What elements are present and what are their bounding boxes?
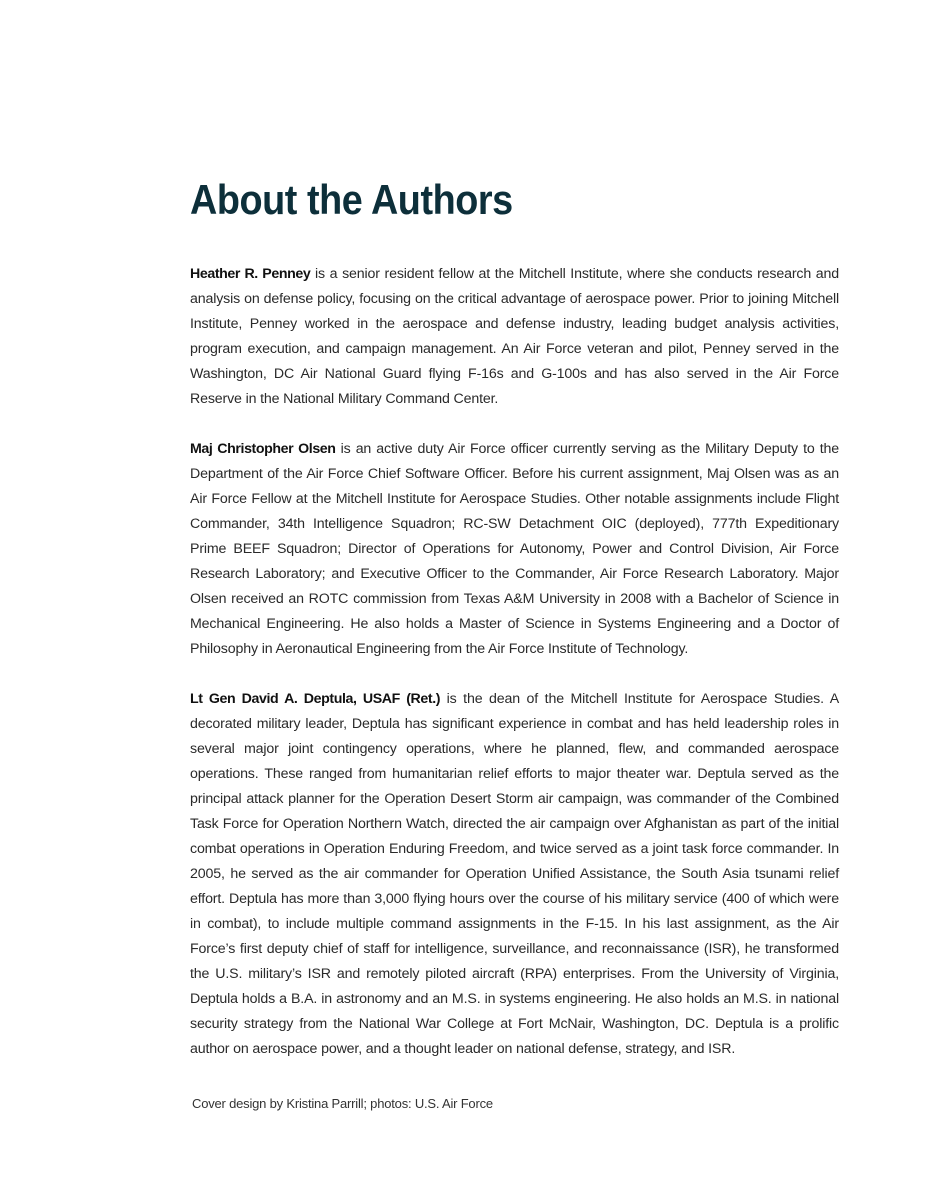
author-bio-text: is an active duty Air Force officer currently serving as the Military Deputy to the Department of the Air Force Chief Software Officer. Before his current assignment, Maj Olsen was as an Air Force Fellow at the Mitchell Institute for Aerospace Studies. Other notable assignments include Flight Commander, 34th Intelligence Squadron; RC-SW Detachment OIC (deployed), 777th Expeditionary Prime BEEF Squadron; Director of Operations for Autonomy, Power and Control Division, Air Force Research Laboratory; and Executive Officer to the Commander, Air Force Research Laboratory. Major Olsen received an ROTC commission from Texas A&M University in 2008 with a Bachelor of Science in Mechanical Engineering. He also holds a Master of Science in Systems Engineering and a Doctor of Philosophy in Aeronautical Engineering from the Air Force Institute of Technology. <box>190 441 839 657</box>
author-bio-penney <box>190 262 839 412</box>
author-bio-text: is a senior resident fellow at the Mitchell Institute, where she conducts research and analysis on defense policy, focusing on the critical advantage of aerospace power. Prior to joining Mitchell Institute, Penney worked in the aerospace and defense industry, leading budget analysis activities, program execution, and campaign management. An Air Force veteran and pilot, Penney served in the Washington, DC Air National Guard flying F-16s and G-100s and has also served in the Air Force Reserve in the National Military Command Center. <box>190 266 839 407</box>
author-name: Maj Christopher Olsen <box>190 441 336 457</box>
author-bio-deptula <box>190 687 839 1062</box>
author-name: Lt Gen David A. Deptula, USAF (Ret.) <box>190 691 441 707</box>
page-title: About the Authors <box>190 176 513 223</box>
cover-credit: Cover design by Kristina Parrill; photos: U.S. Air Force <box>192 1096 493 1111</box>
author-bio-text: is the dean of the Mitchell Institute for Aerospace Studies. A decorated military leader, Deptula has significant experience in combat and has held leadership roles in several major joint contingency operations, where he planned, flew, and commanded aerospace operations. These ranged from humanitarian relief efforts to major theater war. Deptula served as the principal attack planner for the Operation Desert Storm air campaign, was commander of the Combined Task Force for Operation Northern Watch, directed the air campaign over Afghanistan as part of the initial combat operations in Operation Enduring Freedom, and twice served as a joint task force commander. In 2005, he served as the air commander for Operation Unified Assistance, the South Asia tsunami relief effort. Deptula has more than 3,000 flying hours over the course of his military service (400 of which were in combat), to include multiple command assignments in the F-15. In his last assignment, as the Air Force’s first deputy chief of staff for intelligence, surveillance, and reconnaissance (ISR), he transformed the U.S. military’s ISR and remotely piloted aircraft (RPA) enterprises. From the University of Virginia, Deptula holds a B.A. in astronomy and an M.S. in systems engineering. He also holds an M.S. in national security strategy from the National War College at Fort McNair, Washington, DC. Deptula is a prolific author on aerospace power, and a thought leader on national defense, strategy, and ISR. <box>190 691 840 1057</box>
author-name: Heather R. Penney <box>190 266 311 282</box>
author-bio-olsen <box>190 437 839 662</box>
